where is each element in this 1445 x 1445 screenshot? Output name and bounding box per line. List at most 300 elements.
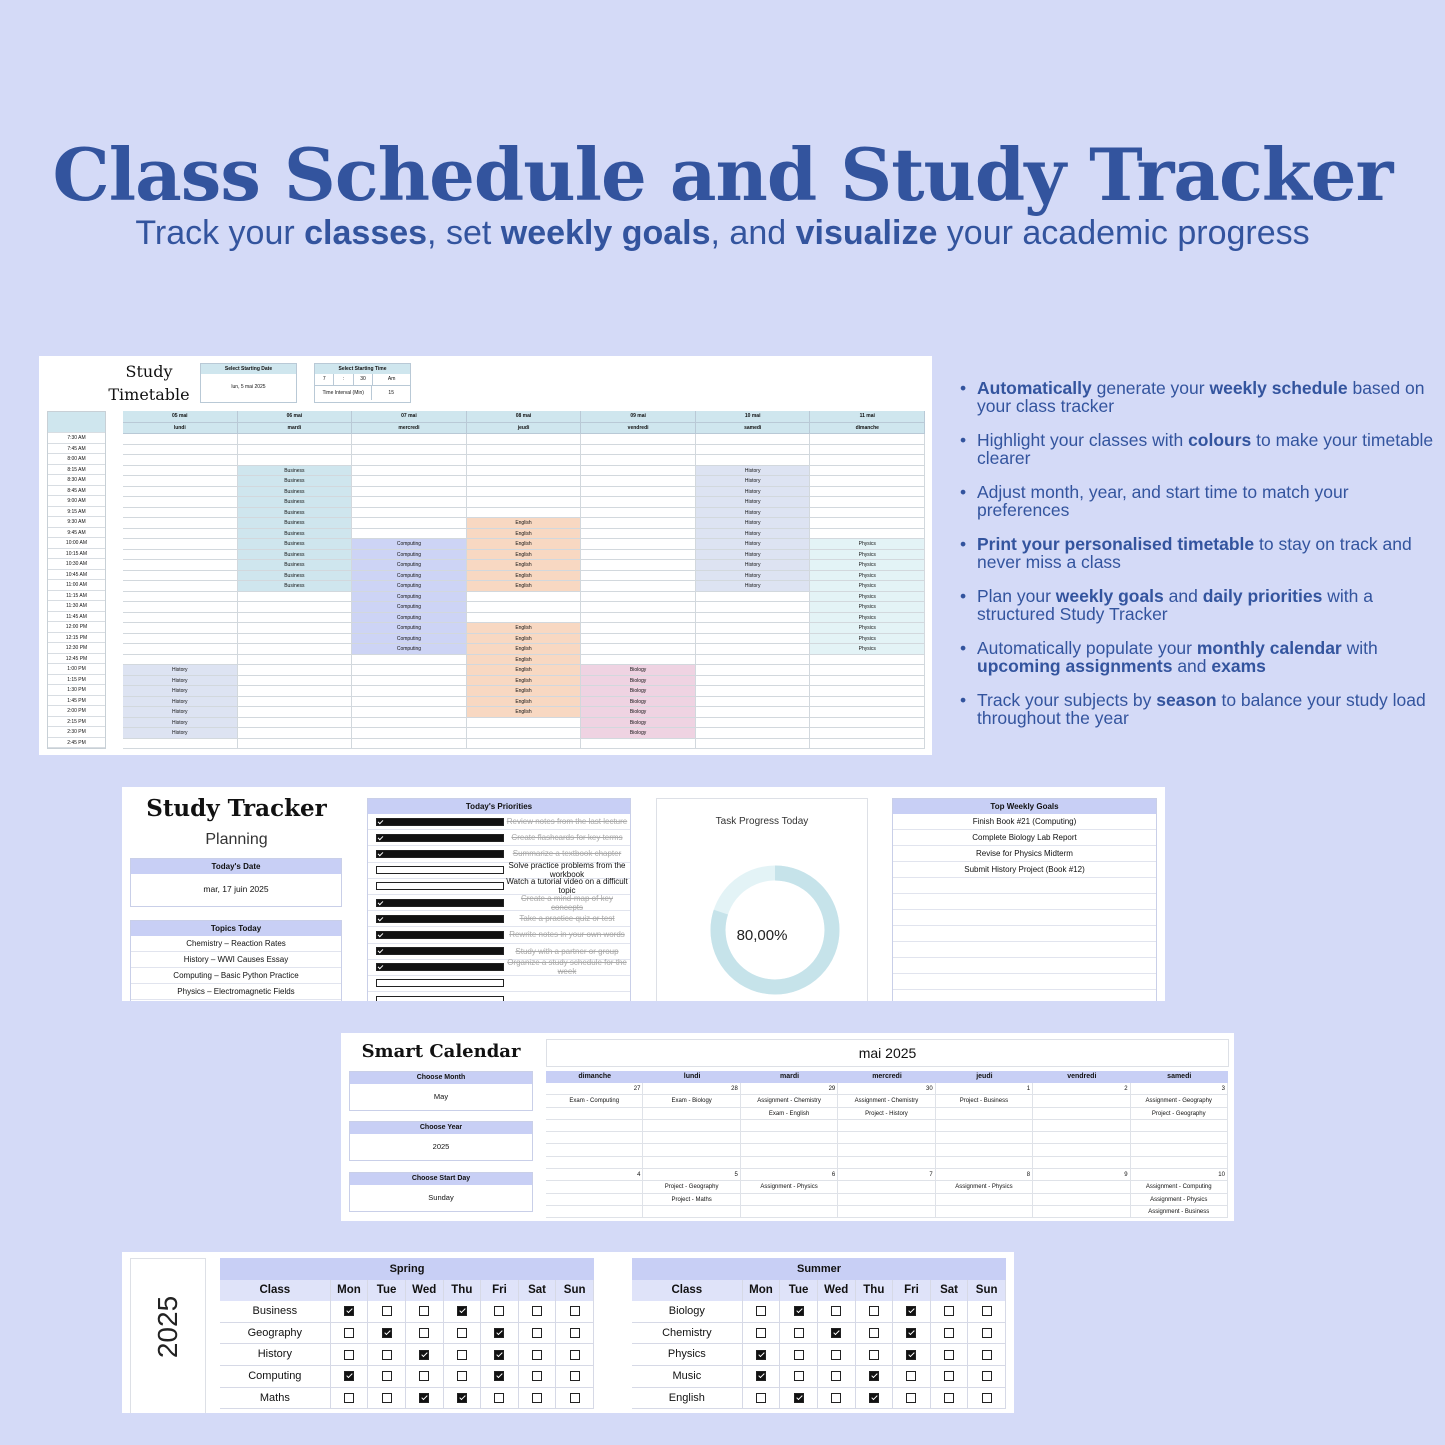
checkbox[interactable] [982, 1350, 992, 1360]
timetable-cell[interactable]: Business [238, 466, 353, 477]
calendar-event[interactable] [546, 1181, 643, 1193]
checkbox[interactable] [376, 963, 504, 971]
timetable-cell[interactable] [810, 718, 925, 729]
timetable-cell[interactable]: Business [238, 571, 353, 582]
calendar-event[interactable] [546, 1157, 643, 1169]
calendar-event[interactable] [936, 1132, 1033, 1144]
timetable-cell[interactable]: English [467, 623, 582, 634]
timetable-cell[interactable]: Computing [352, 613, 467, 624]
start-minute-field[interactable]: 30 [354, 374, 373, 385]
timetable-cell[interactable] [810, 707, 925, 718]
checkbox[interactable] [906, 1371, 916, 1381]
checkbox[interactable] [457, 1393, 467, 1403]
checkbox[interactable] [794, 1306, 804, 1316]
timetable-cell[interactable] [352, 686, 467, 697]
start-day-select[interactable]: Sunday [428, 1193, 454, 1202]
timetable-cell[interactable]: History [696, 476, 811, 487]
timetable-cell[interactable]: Computing [352, 560, 467, 571]
timetable-cell[interactable]: English [467, 560, 582, 571]
checkbox[interactable] [982, 1393, 992, 1403]
checkbox[interactable] [344, 1328, 354, 1338]
interval-field[interactable]: 15 [388, 390, 394, 396]
calendar-event[interactable] [1033, 1157, 1130, 1169]
calendar-event[interactable] [838, 1144, 935, 1156]
checkbox[interactable] [906, 1393, 916, 1403]
calendar-event[interactable] [1033, 1095, 1130, 1107]
calendar-event[interactable] [1033, 1120, 1130, 1132]
timetable-cell[interactable]: Computing [352, 602, 467, 613]
timetable-cell[interactable] [352, 676, 467, 687]
timetable-cell[interactable]: Biology [581, 697, 696, 708]
calendar-event[interactable] [643, 1132, 740, 1144]
timetable-cell[interactable]: History [123, 686, 238, 697]
checkbox[interactable] [494, 1350, 504, 1360]
timetable-cell[interactable] [810, 497, 925, 508]
checkbox[interactable] [869, 1306, 879, 1316]
timetable-cell[interactable] [123, 434, 238, 445]
calendar-event[interactable]: Exam - Computing [546, 1095, 643, 1107]
timetable-cell[interactable]: English [467, 518, 582, 529]
checkbox[interactable] [944, 1393, 954, 1403]
calendar-event[interactable] [643, 1108, 740, 1120]
timetable-cell[interactable] [467, 728, 582, 739]
calendar-event[interactable]: Assignment - Chemistry [741, 1095, 838, 1107]
calendar-event[interactable]: Assignment - Geography [1131, 1095, 1228, 1107]
timetable-cell[interactable]: History [123, 676, 238, 687]
timetable-cell[interactable]: Physics [810, 634, 925, 645]
timetable-cell[interactable]: History [123, 697, 238, 708]
timetable-cell[interactable] [352, 728, 467, 739]
timetable-cell[interactable]: English [467, 676, 582, 687]
checkbox[interactable] [794, 1350, 804, 1360]
checkbox[interactable] [869, 1328, 879, 1338]
checkbox[interactable] [944, 1371, 954, 1381]
calendar-event[interactable] [1131, 1132, 1228, 1144]
timetable-cell[interactable] [696, 707, 811, 718]
checkbox[interactable] [382, 1328, 392, 1338]
checkbox[interactable] [794, 1393, 804, 1403]
timetable-cell[interactable]: Physics [810, 613, 925, 624]
checkbox[interactable] [982, 1371, 992, 1381]
calendar-event[interactable]: Project - Geography [1131, 1108, 1228, 1120]
timetable-cell[interactable] [581, 476, 696, 487]
timetable-cell[interactable] [581, 455, 696, 466]
timetable-cell[interactable] [123, 634, 238, 645]
checkbox[interactable] [494, 1371, 504, 1381]
checkbox[interactable] [756, 1328, 766, 1338]
timetable-cell[interactable] [810, 466, 925, 477]
timetable-cell[interactable] [123, 497, 238, 508]
timetable-cell[interactable] [581, 739, 696, 750]
timetable-cell[interactable] [238, 644, 353, 655]
timetable-cell[interactable]: Business [238, 550, 353, 561]
timetable-cell[interactable]: English [467, 571, 582, 582]
checkbox[interactable] [494, 1306, 504, 1316]
timetable-cell[interactable] [810, 686, 925, 697]
timetable-cell[interactable]: Computing [352, 592, 467, 603]
checkbox[interactable] [570, 1371, 580, 1381]
calendar-event[interactable] [546, 1108, 643, 1120]
timetable-cell[interactable] [238, 455, 353, 466]
timetable-cell[interactable]: Computing [352, 623, 467, 634]
checkbox[interactable] [831, 1306, 841, 1316]
calendar-event[interactable]: Assignment - Computing [1131, 1181, 1228, 1193]
checkbox[interactable] [570, 1350, 580, 1360]
calendar-event[interactable] [1131, 1144, 1228, 1156]
timetable-cell[interactable] [352, 445, 467, 456]
timetable-cell[interactable] [238, 655, 353, 666]
checkbox[interactable] [906, 1328, 916, 1338]
checkbox[interactable] [532, 1328, 542, 1338]
calendar-event[interactable] [741, 1132, 838, 1144]
timetable-cell[interactable] [810, 739, 925, 750]
timetable-cell[interactable]: Computing [352, 550, 467, 561]
timetable-cell[interactable]: Biology [581, 707, 696, 718]
timetable-cell[interactable]: History [696, 529, 811, 540]
checkbox[interactable] [457, 1350, 467, 1360]
timetable-cell[interactable] [352, 487, 467, 498]
checkbox[interactable] [944, 1350, 954, 1360]
timetable-cell[interactable] [123, 644, 238, 655]
timetable-cell[interactable] [238, 728, 353, 739]
checkbox[interactable] [376, 979, 504, 987]
timetable-cell[interactable]: Biology [581, 676, 696, 687]
calendar-event[interactable] [741, 1194, 838, 1206]
timetable-cell[interactable] [581, 529, 696, 540]
timetable-cell[interactable] [810, 655, 925, 666]
calendar-event[interactable] [643, 1144, 740, 1156]
checkbox[interactable] [376, 834, 504, 842]
timetable-cell[interactable] [238, 676, 353, 687]
timetable-cell[interactable]: Business [238, 518, 353, 529]
calendar-event[interactable] [936, 1194, 1033, 1206]
checkbox[interactable] [532, 1306, 542, 1316]
timetable-cell[interactable] [696, 644, 811, 655]
checkbox[interactable] [756, 1371, 766, 1381]
timetable-cell[interactable] [810, 518, 925, 529]
calendar-event[interactable]: Assignment - Physics [936, 1181, 1033, 1193]
timetable-cell[interactable]: Physics [810, 539, 925, 550]
month-select[interactable]: May [433, 1092, 449, 1101]
calendar-event[interactable] [643, 1206, 740, 1218]
timetable-cell[interactable] [696, 455, 811, 466]
timetable-cell[interactable] [123, 508, 238, 519]
timetable-cell[interactable] [238, 707, 353, 718]
start-date-field[interactable]: lun, 5 mai 2025 [231, 384, 266, 390]
timetable-cell[interactable] [123, 602, 238, 613]
calendar-event[interactable] [643, 1120, 740, 1132]
timetable-cell[interactable] [581, 487, 696, 498]
timetable-cell[interactable]: English [467, 581, 582, 592]
timetable-cell[interactable] [123, 592, 238, 603]
timetable-cell[interactable] [352, 739, 467, 750]
timetable-cell[interactable]: Biology [581, 718, 696, 729]
timetable-cell[interactable] [352, 434, 467, 445]
timetable-cell[interactable] [581, 560, 696, 571]
timetable-cell[interactable] [238, 602, 353, 613]
timetable-cell[interactable]: Computing [352, 634, 467, 645]
timetable-cell[interactable]: English [467, 634, 582, 645]
timetable-cell[interactable]: Business [238, 508, 353, 519]
timetable-cell[interactable] [810, 529, 925, 540]
timetable-cell[interactable] [238, 718, 353, 729]
checkbox[interactable] [344, 1306, 354, 1316]
timetable-cell[interactable] [581, 644, 696, 655]
timetable-cell[interactable]: History [123, 665, 238, 676]
timetable-cell[interactable] [467, 718, 582, 729]
calendar-event[interactable]: Assignment - Physics [1131, 1194, 1228, 1206]
timetable-cell[interactable]: Biology [581, 686, 696, 697]
checkbox[interactable] [756, 1306, 766, 1316]
timetable-cell[interactable]: History [696, 560, 811, 571]
timetable-cell[interactable] [352, 466, 467, 477]
timetable-cell[interactable] [810, 434, 925, 445]
checkbox[interactable] [756, 1350, 766, 1360]
checkbox[interactable] [831, 1393, 841, 1403]
checkbox[interactable] [344, 1350, 354, 1360]
timetable-cell[interactable]: Business [238, 476, 353, 487]
calendar-event[interactable] [1033, 1194, 1130, 1206]
checkbox[interactable] [382, 1371, 392, 1381]
timetable-cell[interactable] [696, 592, 811, 603]
checkbox[interactable] [419, 1306, 429, 1316]
timetable-cell[interactable] [352, 529, 467, 540]
calendar-event[interactable]: Assignment - Business [1131, 1206, 1228, 1218]
calendar-event[interactable] [838, 1120, 935, 1132]
timetable-cell[interactable] [467, 476, 582, 487]
timetable-cell[interactable] [581, 445, 696, 456]
timetable-cell[interactable] [352, 455, 467, 466]
timetable-cell[interactable]: History [696, 497, 811, 508]
timetable-cell[interactable] [467, 613, 582, 624]
checkbox[interactable] [982, 1328, 992, 1338]
checkbox[interactable] [376, 915, 504, 923]
timetable-cell[interactable] [581, 518, 696, 529]
calendar-event[interactable] [741, 1120, 838, 1132]
calendar-event[interactable] [741, 1206, 838, 1218]
timetable-cell[interactable]: Computing [352, 571, 467, 582]
timetable-cell[interactable] [467, 487, 582, 498]
timetable-cell[interactable] [810, 728, 925, 739]
timetable-cell[interactable] [352, 655, 467, 666]
checkbox[interactable] [344, 1371, 354, 1381]
calendar-event[interactable] [936, 1206, 1033, 1218]
timetable-cell[interactable] [581, 655, 696, 666]
checkbox[interactable] [419, 1393, 429, 1403]
calendar-event[interactable] [546, 1120, 643, 1132]
timetable-cell[interactable]: Computing [352, 539, 467, 550]
calendar-event[interactable] [643, 1157, 740, 1169]
timetable-cell[interactable] [123, 445, 238, 456]
timetable-cell[interactable] [123, 560, 238, 571]
timetable-cell[interactable] [810, 445, 925, 456]
timetable-cell[interactable] [467, 602, 582, 613]
checkbox[interactable] [532, 1393, 542, 1403]
checkbox[interactable] [756, 1393, 766, 1403]
checkbox[interactable] [344, 1393, 354, 1403]
timetable-cell[interactable] [467, 455, 582, 466]
timetable-cell[interactable] [467, 739, 582, 750]
checkbox[interactable] [376, 850, 504, 858]
checkbox[interactable] [376, 996, 504, 1001]
timetable-cell[interactable]: Biology [581, 728, 696, 739]
ampm-field[interactable]: Am [387, 376, 396, 382]
checkbox[interactable] [376, 931, 504, 939]
checkbox[interactable] [944, 1306, 954, 1316]
calendar-event[interactable] [838, 1157, 935, 1169]
timetable-cell[interactable] [352, 697, 467, 708]
timetable-cell[interactable] [123, 623, 238, 634]
checkbox[interactable] [982, 1306, 992, 1316]
calendar-event[interactable] [546, 1144, 643, 1156]
timetable-cell[interactable] [352, 476, 467, 487]
timetable-cell[interactable] [581, 508, 696, 519]
timetable-cell[interactable] [467, 445, 582, 456]
timetable-cell[interactable] [581, 634, 696, 645]
timetable-cell[interactable] [238, 697, 353, 708]
timetable-cell[interactable] [352, 718, 467, 729]
checkbox[interactable] [869, 1371, 879, 1381]
timetable-cell[interactable]: History [123, 728, 238, 739]
calendar-event[interactable] [838, 1206, 935, 1218]
timetable-cell[interactable] [123, 476, 238, 487]
timetable-cell[interactable]: Physics [810, 602, 925, 613]
timetable-cell[interactable] [352, 508, 467, 519]
timetable-cell[interactable] [581, 466, 696, 477]
timetable-cell[interactable] [238, 739, 353, 750]
calendar-event[interactable]: Exam - Biology [643, 1095, 740, 1107]
timetable-cell[interactable] [581, 550, 696, 561]
checkbox[interactable] [419, 1328, 429, 1338]
checkbox[interactable] [376, 947, 504, 955]
checkbox[interactable] [570, 1306, 580, 1316]
timetable-cell[interactable] [696, 655, 811, 666]
timetable-cell[interactable]: English [467, 644, 582, 655]
timetable-cell[interactable] [467, 592, 582, 603]
timetable-cell[interactable]: Business [238, 497, 353, 508]
timetable-cell[interactable] [581, 602, 696, 613]
timetable-cell[interactable]: Business [238, 539, 353, 550]
checkbox[interactable] [457, 1328, 467, 1338]
checkbox[interactable] [382, 1306, 392, 1316]
timetable-cell[interactable]: Physics [810, 581, 925, 592]
timetable-cell[interactable]: Business [238, 560, 353, 571]
timetable-cell[interactable] [123, 529, 238, 540]
timetable-cell[interactable] [696, 676, 811, 687]
timetable-cell[interactable]: Business [238, 529, 353, 540]
checkbox[interactable] [906, 1306, 916, 1316]
timetable-cell[interactable]: Physics [810, 592, 925, 603]
timetable-cell[interactable] [581, 592, 696, 603]
timetable-cell[interactable] [696, 697, 811, 708]
calendar-event[interactable] [1033, 1108, 1130, 1120]
checkbox[interactable] [457, 1306, 467, 1316]
timetable-cell[interactable]: English [467, 707, 582, 718]
calendar-event[interactable] [936, 1157, 1033, 1169]
calendar-event[interactable] [936, 1120, 1033, 1132]
checkbox[interactable] [831, 1328, 841, 1338]
timetable-cell[interactable] [810, 508, 925, 519]
timetable-cell[interactable] [581, 497, 696, 508]
calendar-event[interactable] [546, 1132, 643, 1144]
timetable-cell[interactable]: History [123, 707, 238, 718]
checkbox[interactable] [831, 1350, 841, 1360]
checkbox[interactable] [532, 1371, 542, 1381]
timetable-cell[interactable] [238, 623, 353, 634]
timetable-cell[interactable]: English [467, 655, 582, 666]
timetable-cell[interactable] [238, 665, 353, 676]
timetable-cell[interactable]: History [696, 539, 811, 550]
timetable-cell[interactable] [696, 634, 811, 645]
timetable-cell[interactable] [352, 497, 467, 508]
calendar-event[interactable]: Exam - English [741, 1108, 838, 1120]
timetable-cell[interactable] [352, 518, 467, 529]
timetable-cell[interactable] [696, 613, 811, 624]
checkbox[interactable] [794, 1328, 804, 1338]
calendar-event[interactable]: Project - History [838, 1108, 935, 1120]
timetable-cell[interactable] [581, 623, 696, 634]
calendar-event[interactable] [1033, 1132, 1130, 1144]
timetable-cell[interactable] [123, 487, 238, 498]
timetable-cell[interactable]: Physics [810, 644, 925, 655]
timetable-cell[interactable] [123, 455, 238, 466]
checkbox[interactable] [376, 818, 504, 826]
calendar-event[interactable] [1033, 1144, 1130, 1156]
calendar-event[interactable] [936, 1108, 1033, 1120]
calendar-event[interactable] [838, 1132, 935, 1144]
calendar-event[interactable] [741, 1144, 838, 1156]
timetable-cell[interactable] [696, 739, 811, 750]
start-hour-field[interactable]: 7 [315, 374, 334, 385]
calendar-event[interactable]: Project - Maths [643, 1194, 740, 1206]
timetable-cell[interactable] [123, 571, 238, 582]
timetable-cell[interactable] [123, 613, 238, 624]
checkbox[interactable] [376, 882, 504, 890]
timetable-cell[interactable] [352, 665, 467, 676]
checkbox[interactable] [376, 866, 504, 874]
calendar-event[interactable] [1131, 1157, 1228, 1169]
timetable-cell[interactable]: Business [238, 581, 353, 592]
timetable-cell[interactable] [123, 581, 238, 592]
timetable-cell[interactable] [581, 539, 696, 550]
timetable-cell[interactable] [696, 686, 811, 697]
checkbox[interactable] [794, 1371, 804, 1381]
timetable-cell[interactable]: History [696, 487, 811, 498]
timetable-cell[interactable] [123, 739, 238, 750]
timetable-cell[interactable]: Physics [810, 623, 925, 634]
checkbox[interactable] [570, 1393, 580, 1403]
timetable-cell[interactable] [238, 613, 353, 624]
checkbox[interactable] [494, 1328, 504, 1338]
calendar-event[interactable]: Project - Business [936, 1095, 1033, 1107]
timetable-cell[interactable]: Computing [352, 644, 467, 655]
timetable-cell[interactable] [123, 539, 238, 550]
timetable-cell[interactable]: History [696, 550, 811, 561]
timetable-cell[interactable] [352, 707, 467, 718]
timetable-cell[interactable]: Physics [810, 550, 925, 561]
timetable-cell[interactable] [467, 434, 582, 445]
timetable-cell[interactable] [238, 445, 353, 456]
timetable-cell[interactable] [123, 655, 238, 666]
checkbox[interactable] [376, 899, 504, 907]
timetable-cell[interactable]: English [467, 686, 582, 697]
calendar-event[interactable] [546, 1206, 643, 1218]
timetable-cell[interactable]: Computing [352, 581, 467, 592]
calendar-event[interactable] [1131, 1120, 1228, 1132]
checkbox[interactable] [869, 1393, 879, 1403]
timetable-cell[interactable] [810, 676, 925, 687]
checkbox[interactable] [944, 1328, 954, 1338]
